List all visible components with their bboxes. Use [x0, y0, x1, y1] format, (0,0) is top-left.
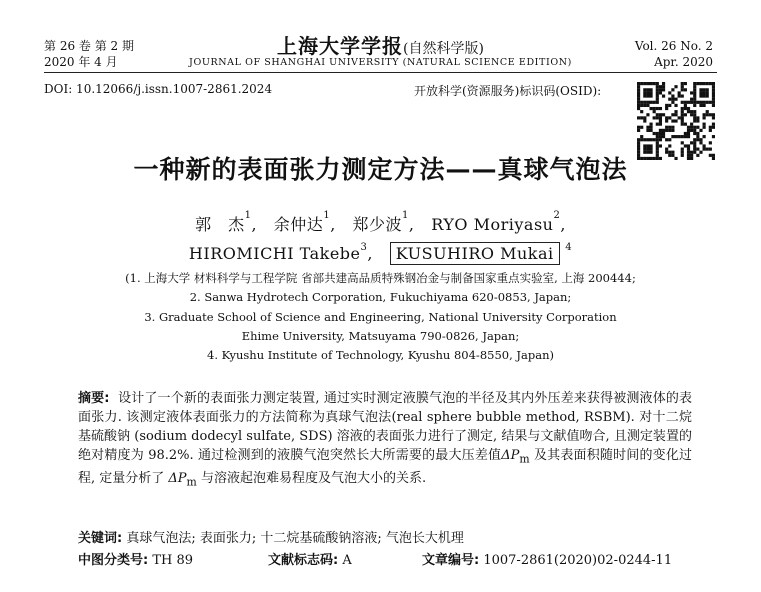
journal-name-en: JOURNAL OF SHANGHAI UNIVERSITY (NATURAL SCIENCE EDITION) — [189, 57, 572, 68]
abstract-text-2: 及其表面积随时间的变化过程, 定量分析了 — [78, 448, 692, 486]
abstract-symbol-subscript: m — [186, 475, 197, 489]
author-affil-mark: 1 — [402, 210, 409, 221]
article-number-value: 1007-2861(2020)02-0244-11 — [483, 553, 673, 568]
keywords-text: 真球气泡法; 表面张力; 十二烷基硫酸钠溶液; 气泡长大机理 — [126, 531, 464, 546]
clc-label: 中图分类号: — [78, 553, 149, 568]
abstract-symbol-delta-pm: ΔP — [501, 448, 520, 463]
author-kusuhiro-mukai: KUSUHIRO Mukai — [390, 242, 560, 265]
document-code-value: A — [342, 553, 352, 568]
author-zheng-shaobo: 郑少波 — [352, 215, 403, 234]
affiliation-3-cont: Ehime University, Matsuyama 790-0826, Japan; — [241, 329, 520, 343]
paper-title: 一种新的表面张力测定方法——真球气泡法 — [133, 155, 628, 184]
author-guo-jie: 郭 杰 — [195, 215, 245, 234]
date-en: Apr. 2020 — [654, 55, 713, 69]
osid-label: 开放科学(资源服务)标识码(OSID): — [414, 84, 602, 98]
document-code — [268, 549, 352, 568]
abstract — [78, 389, 692, 491]
authors-line-2: HIROMICHI Takebe$^3$, KUSUHIRO Mukai $^4$ — [188, 242, 573, 263]
volume-cn: 第 26 卷 第 2 期 — [44, 39, 134, 53]
abstract-text-1: 设计了一个新的表面张力测定装置, 通过实时测定液膜气泡的半径及其内外压差来获得被测液体的表面张力. 该测定液体表面张力的方法简称为真球气泡法(real sphere bubble method, RSBM). 对十二烷基硫酸钠 (sodium dodecyl sulfate, SDS) 溶液的表面张力进行了测定, 结果与文献值吻合, 且测定装置的绝对精度为 98.2%. 通过检测到的液膜气泡突然长大所需要的最大压差值 — [78, 391, 693, 463]
author-affil-mark: 3 — [360, 242, 368, 253]
author-hiromichi-takebe: HIROMICHI Takebe — [188, 244, 361, 263]
keywords-label: 关键词: — [78, 531, 123, 546]
keywords — [78, 527, 464, 546]
authors-line-1: 郭 杰$^1$, 余仲达$^1$, 郑少波$^1$, RYO Moriyasu$^2$, — [195, 210, 566, 234]
author-affil-mark: 1 — [323, 210, 331, 221]
header-rule — [44, 72, 717, 73]
author-affil-mark: 1 — [244, 210, 252, 221]
document-code-label: 文献标志码: — [268, 553, 339, 568]
author-affil-mark: 4 — [565, 242, 573, 253]
affiliation-2: 2. Sanwa Hydrotech Corporation, Fukuchiyama 620-0853, Japan; — [189, 290, 572, 304]
abstract-label: 摘要: — [78, 391, 110, 406]
author-affil-mark: 2 — [553, 210, 561, 221]
affiliation-4: 4. Kyushu Institute of Technology, Kyushu 804-8550, Japan) — [207, 348, 554, 362]
header-issue-en — [635, 38, 713, 70]
clc-number — [78, 549, 193, 568]
journal-name-cn-main: 上海大学学报 — [277, 34, 404, 58]
abstract-text-3: 与溶液起泡难易程度及气泡大小的关系. — [196, 470, 427, 486]
author-ryo-moriyasu: RYO Moriyasu — [431, 215, 554, 234]
affiliation-3: 3. Graduate School of Science and Engineering, National University Corporation — [144, 310, 617, 324]
abstract-symbol-subscript: m — [519, 452, 530, 466]
abstract-symbol-delta-pm: ΔP — [168, 470, 187, 486]
article-number — [422, 549, 672, 568]
clc-value: TH 89 — [152, 553, 194, 568]
qr-code-icon[interactable] — [637, 82, 715, 160]
affiliation-1: (1. 上海大学 材料科学与工程学院 省部共建高品质特殊钢冶金与制备国家重点实验室, 上海 200444; — [125, 271, 636, 285]
volume-en: Vol. 26 No. 2 — [634, 39, 713, 53]
journal-name-cn-sub: (自然科学版) — [403, 41, 484, 57]
date-cn: 2020 年 4 月 — [44, 55, 118, 69]
article-number-label: 文章编号: — [422, 553, 480, 568]
doi: DOI: 10.12066/j.issn.1007-2861.2024 — [44, 82, 273, 96]
author-yu-zhongda: 余仲达 — [273, 215, 324, 234]
